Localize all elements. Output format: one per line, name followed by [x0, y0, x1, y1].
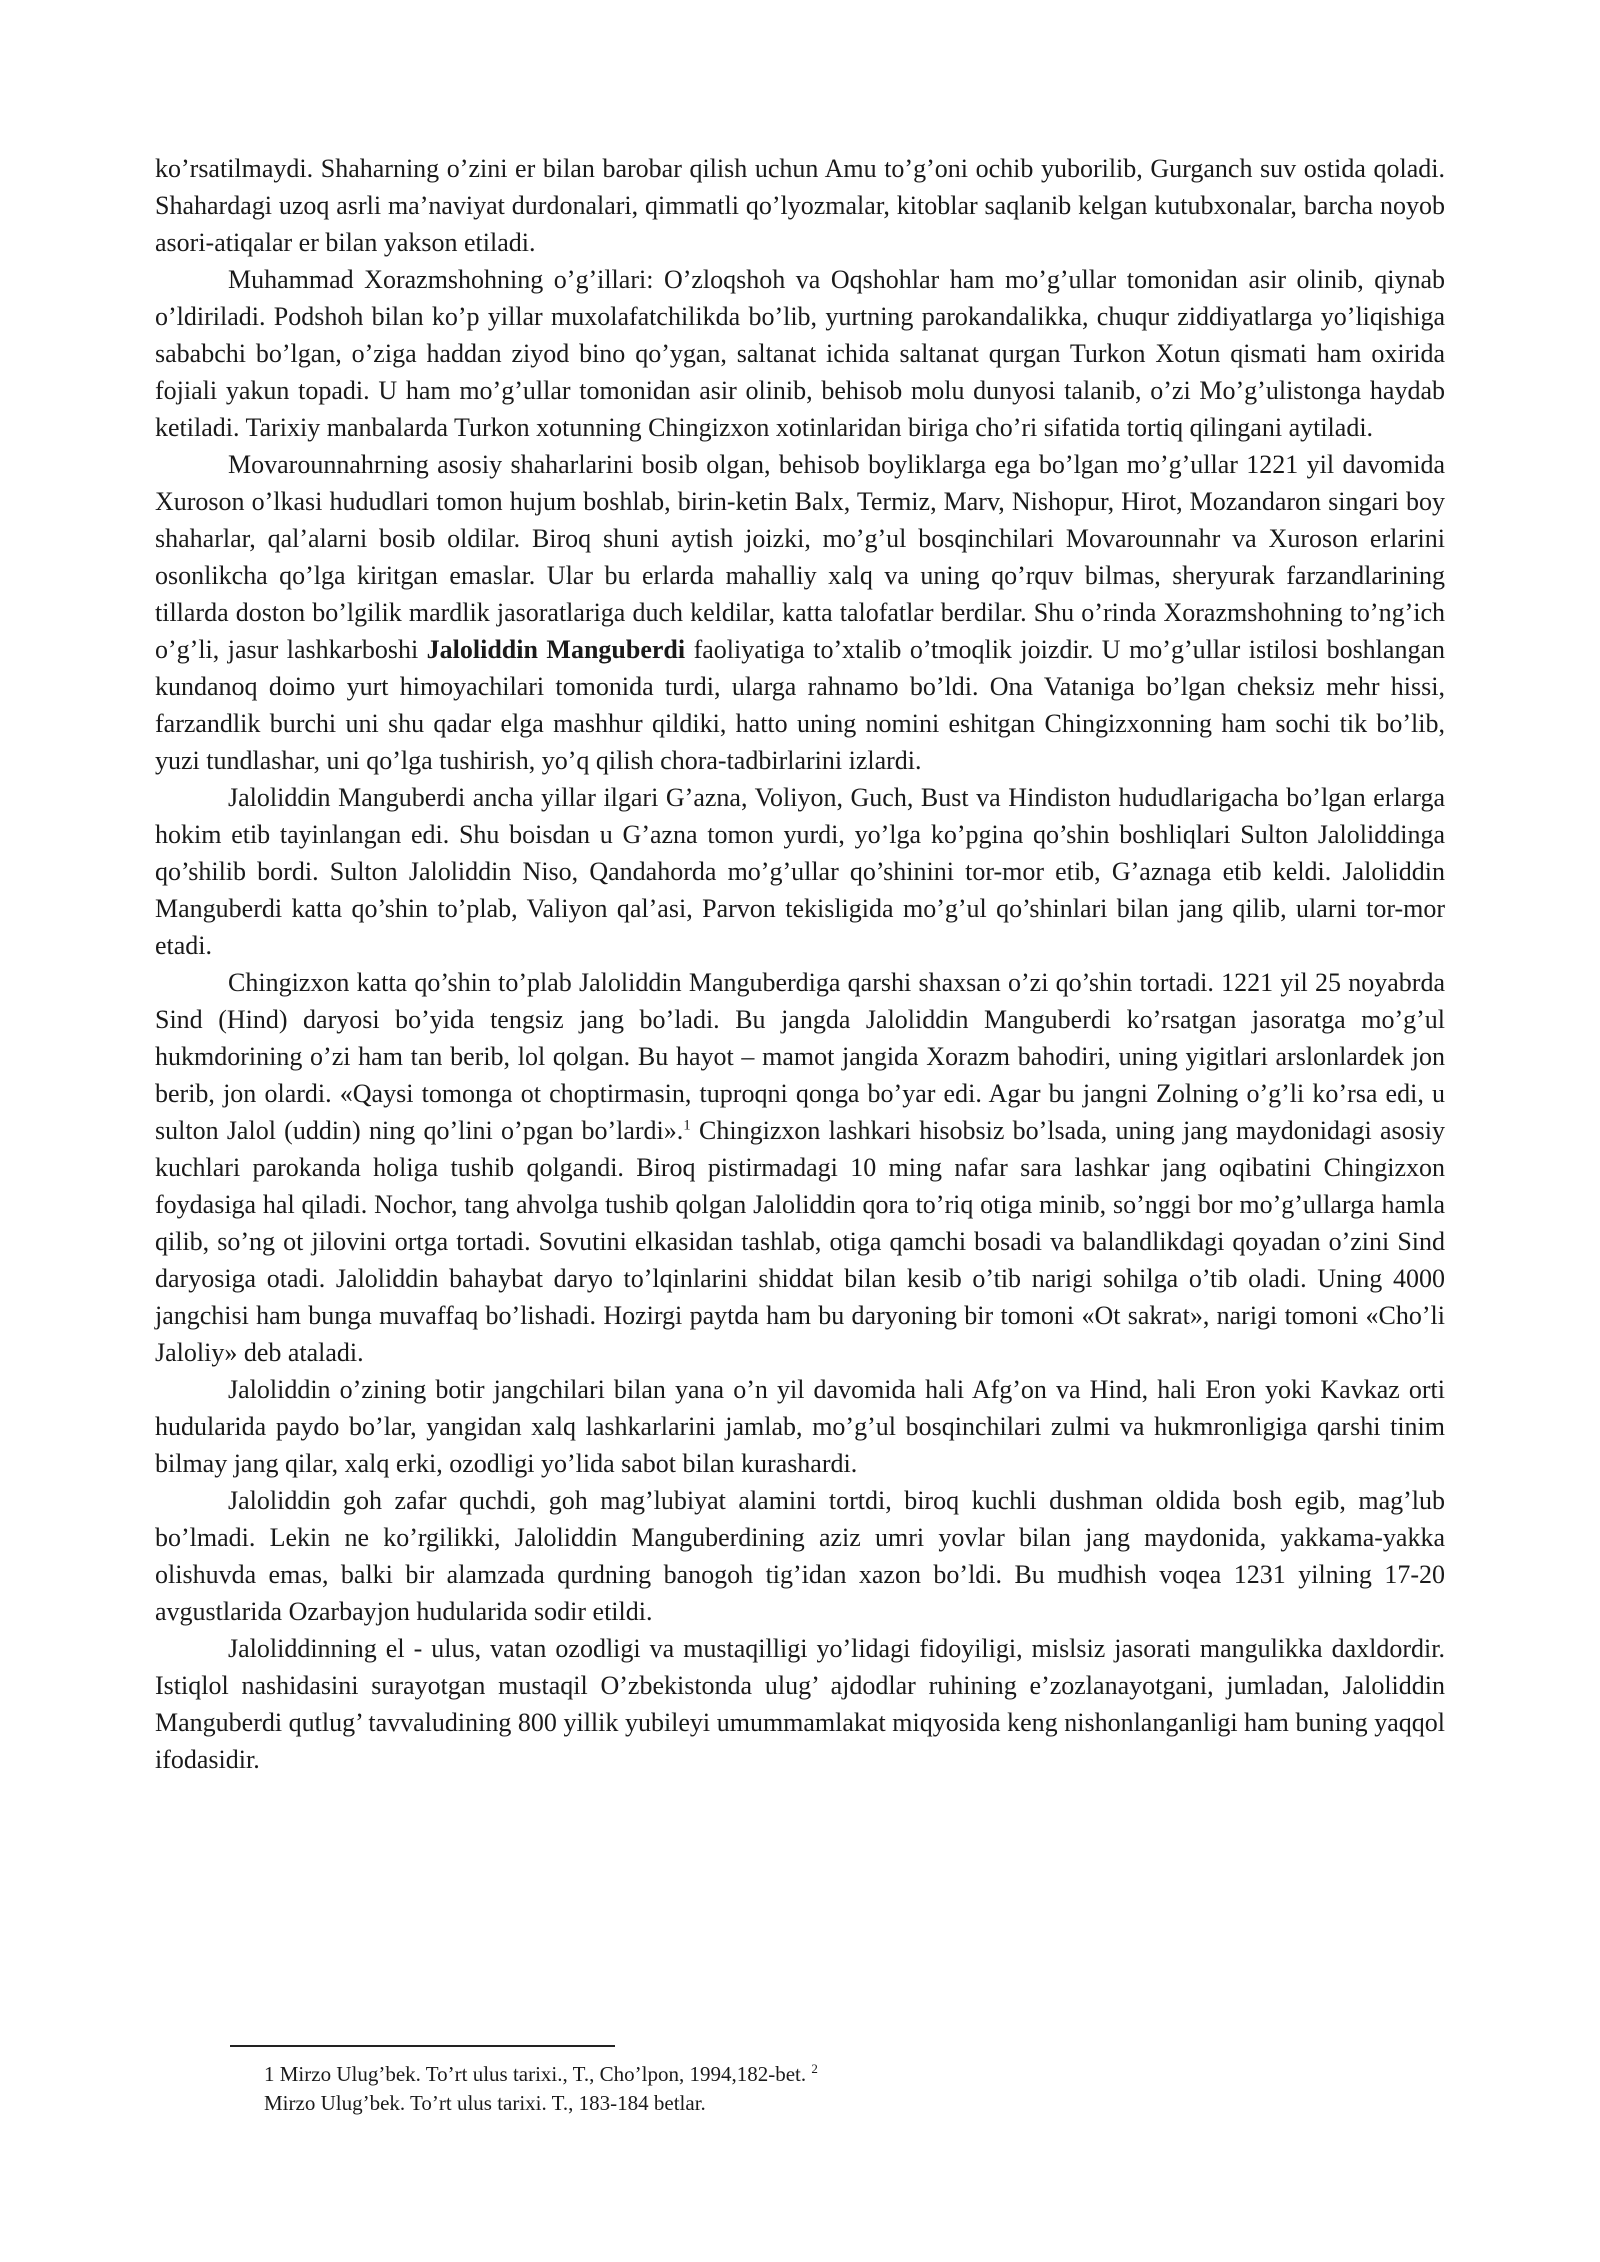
footnote-2: Mirzo Ulug’bek. To’rt ulus tarixi. T., 183-184 betlar. [264, 2091, 706, 2115]
paragraph-3 [155, 446, 1445, 779]
footnote-ref-1[interactable]: 1 [683, 1117, 691, 1134]
paragraph-1: ko’rsatilmaydi. Shaharning o’zini er bilan barobar qilish uchun Amu to’g’oni ochib yuborilib, Gurganch suv ostida qoladi. Shahardagi uzoq asrli ma’naviyat durdonalari, qimmatli qo’lyozmalar, kitoblar saqlanib kelgan kutubxonalar, barcha noyob asori-atiqalar er bilan yakson etiladi. [155, 154, 1445, 257]
paragraph-8: Jaloliddinning el - ulus, vatan ozodligi va mustaqilligi yo’lidagi fidoyiligi, mislsiz jasorati mangulikka daxldordir. Istiqlol nashidasini surayotgan mustaqil O’zbekistonda ulug’ ajdodlar ruhining e’zozlanayotgani, jumladan, Jaloliddin Manguberdi qutlug’ tavvaludining 800 yillik yubileyi umummamlakat miqyosida keng nishonlanganligi ham buning yaqqol ifodasidir. [155, 1634, 1445, 1774]
footnote-divider [230, 2045, 615, 2047]
paragraph-2: Muhammad Xorazmshohning o’g’illari: O’zloqshoh va Oqshohlar ham mo’g’ullar tomonidan asir olinib, qiynab o’ldiriladi. Podshoh bilan ko’p yillar muxolafatchilikda bo’lib, yurtning parokandalikka, chuqur ziddiyatlarga yo’liqishiga sababchi bo’lgan, o’ziga haddan ziyod bino qo’ygan, saltanat ichida saltanat qurgan Turkon Xotun qismati ham oxirida fojiali yakun topadi. U ham mo’g’ullar tomonidan asir olinib, behisob molu dunyosi talanib, o’zi Mo’g’ulistonga haydab ketiladi. Tarixiy manbalarda Turkon xotunning Chingizxon xotinlaridan biriga cho’ri sifatida tortiq qilingani aytiladi. [155, 265, 1445, 442]
paragraph-5 [155, 964, 1445, 1371]
footnote-ref-2[interactable]: 2 [811, 2061, 818, 2076]
paragraph-5-text-a: Chingizxon katta qo’shin to’plab Jaloliddin Manguberdiga qarshi shaxsan o’zi qo’shin tortadi. 1221 yil 25 noyabrda Sind (Hind) daryosi bo’yida tengsiz jang bo’ladi. Bu jangda Jaloliddin Manguberdi ko’rsatgan jasoratga mo’g’ul hukmdorining o’zi ham tan berib, lol qolgan. Bu hayot – mamot jangida Xorazm bahodiri, uning yigitlari arslonlardek jon berib, jon olardi. «Qaysi tomonga ot choptirmasin, tuproqni qonga bo’yar edi. Agar bu jangni Zolning o’g’li ko’rsa edi, u sulton Jalol (uddin) ning qo’lini o’pgan bo’lardi». [155, 968, 1445, 1145]
footnote-1-text: 1 Mirzo Ulug’bek. To’rt ulus tarixi., T., Cho’lpon, 1994,182-bet. [264, 2062, 812, 2086]
paragraph-5-text-b: Chingizxon lashkari hisobsiz bo’lsada, uning jang maydonidagi asosiy kuchlari parokanda holiga tushib qolgandi. Biroq pistirmadagi 10 ming nafar sara lashkar jang oqibatini Chingizxon foydasiga hal qiladi. Nochor, tang ahvolga tushib qolgan Jaloliddin qora to’riq otiga minib, so’nggi bor mo’g’ullarga hamla qilib, so’ng ot jilovini ortga tortadi. Sovutini elkasidan tashlab, otiga qamchi bosadi va balandlikdagi qoyadan o’zini Sind daryosiga otadi. Jaloliddin bahaybat daryo to’lqinlarini shiddat bilan kesib o’tib narigi sohilga o’tib oladi. Uning 4000 jangchisi ham bunga muvaffaq bo’lishadi. Hozirgi paytda ham bu daryoning bir tomoni «Ot sakrat», narigi tomoni «Cho’li Jaloliy» deb ataladi. [155, 1116, 1445, 1367]
document-body [155, 150, 1445, 1778]
paragraph-3-text-b: faoliyatiga to’xtalib o’tmoqlik joizdir. U mo’g’ullar istilosi boshlangan kundanoq doimo yurt himoyachilari tomonida turdi, ularga rahnamo bo’ldi. Ona Vataniga bo’lgan cheksiz mehr hissi, farzandlik burchi uni shu qadar elga mashhur qildiki, hatto uning nomini eshitgan Chingizxonning ham sochi tik bo’lib, yuzi tundlashar, uni qo’lga tushirish, yo’q qilish chora-tadbirlarini izlardi. [155, 635, 1445, 775]
paragraph-6: Jaloliddin o’zining botir jangchilari bilan yana o’n yil davomida hali Afg’on va Hind, hali Eron yoki Kavkaz orti hudularida paydo bo’lar, yangidan xalq lashkarlarini jamlab, mo’g’ul bosqinchilari zulmi va hukmronligiga qarshi tinim bilmay jang qilar, xalq erki, ozodligi yo’lida sabot bilan kurashardi. [155, 1375, 1445, 1478]
footnote-1 [264, 2060, 1164, 2089]
paragraph-7: Jaloliddin goh zafar quchdi, goh mag’lubiyat alamini tortdi, biroq kuchli dushman oldida bosh egib, mag’lub bo’lmadi. Lekin ne ko’rgilikki, Jaloliddin Manguberdining aziz umri yovlar bilan jang maydonida, yakkama-yakka olishuvda emas, balki bir alamzada qurdning banogoh tig’idan xazon bo’ldi. Bu mudhish voqea 1231 yilning 17-20 avgustlarida Ozarbayjon hudularida sodir etildi. [155, 1486, 1445, 1626]
paragraph-4: Jaloliddin Manguberdi ancha yillar ilgari G’azna, Voliyon, Guch, Bust va Hindiston hududlarigacha bo’lgan erlarga hokim etib tayinlangan edi. Shu boisdan u G’azna tomon yurdi, yo’lga ko’pgina qo’shin boshliqlari Sulton Jaloliddinga qo’shilib bordi. Sulton Jaloliddin Niso, Qandahorda mo’g’ullar qo’shinini tor-mor etib, G’aznaga etib keldi. Jaloliddin Manguberdi katta qo’shin to’plab, Valiyon qal’asi, Parvon tekisligida mo’g’ul qo’shinlari bilan jang qilib, ularni tor-mor etadi. [155, 783, 1445, 960]
highlighted-name: Jaloliddin Manguberdi [426, 635, 686, 664]
paragraph-3-text-a: Movarounnahrning asosiy shaharlarini bosib olgan, behisob boyliklarga ega bo’lgan mo’g’ullar 1221 yil davomida Xuroson o’lkasi hududlari tomon hujum boshlab, birin-ketin Balx, Termiz, Marv, Nishopur, Hirot, Mozandaron singari boy shaharlar, qal’alarni bosib oldilar. Biroq shuni aytish joizki, mo’g’ul bosqinchilari Movarounnahr va Xuroson erlarini osonlikcha qo’lga kiritgan emaslar. Ular bu erlarda mahalliy xalq va uning qo’rquv bilmas, sheryurak farzandlarining tillarda doston bo’lgilik mardlik jasoratlariga duch keldilar, katta talofatlar berdilar. Shu o’rinda Xorazmshohning to’ng’ich o’g’li, jasur lashkarboshi [155, 450, 1445, 664]
footnotes [264, 2060, 1164, 2118]
